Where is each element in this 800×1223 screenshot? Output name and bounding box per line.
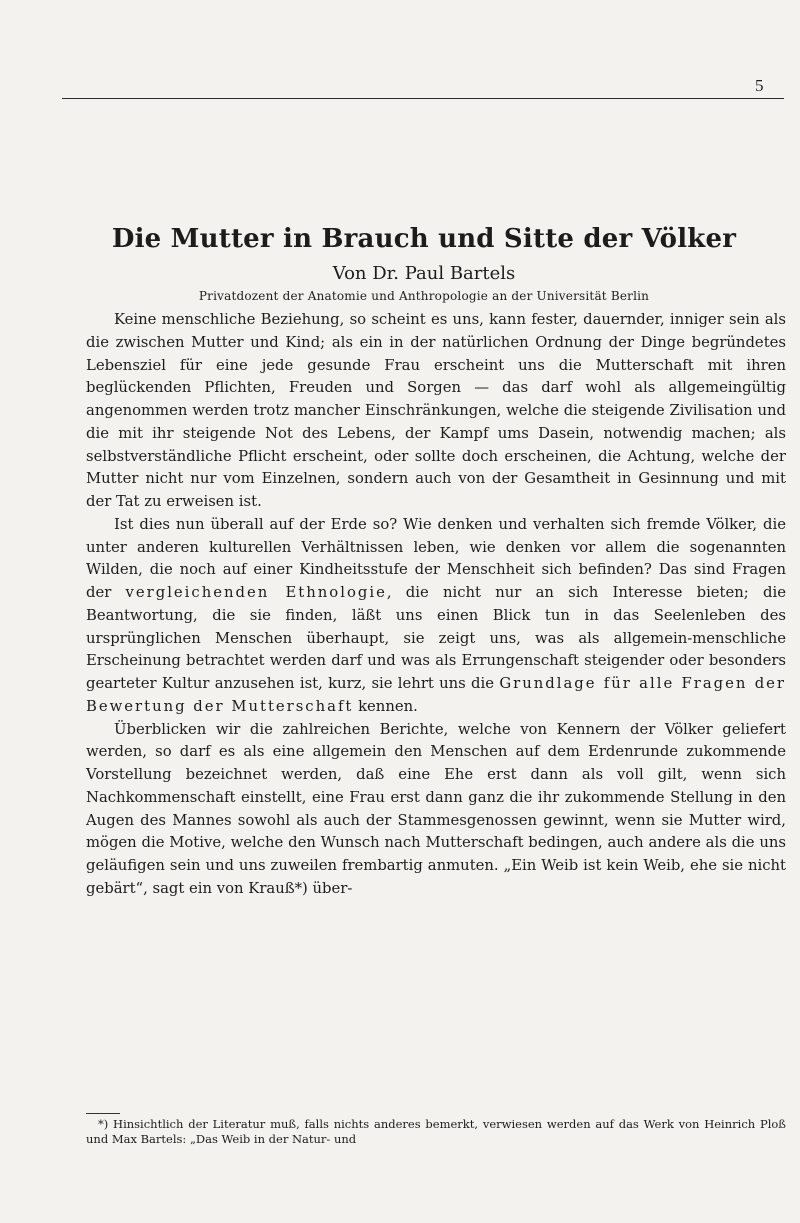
paragraph-2-text-c: kennen. [353,697,418,715]
emphasis-foundation: Grundlage für alle Fragen der Bewertung der Mutterschaft [86,675,786,715]
paragraph-2-text-a: Ist dies nun überall auf der Erde so? Wie denken und verhalten sich fremde Völker, die unter anderen kulturellen Verhältnissen leben, wie denken vor allem die sogenannten Wilden, die noch auf einer Kindheitsstufe der Menschheit sich befinden? Das sind Fragen der [86,515,786,601]
emphasis-ethnology: vergleichenden Ethnologie [125,584,387,601]
paragraph-2-text-b: , die nicht nur an sich Interesse bieten; die Beantwortung, die sie finden, läßt uns einen Blick tun in das Seelenleben des ursprünglichen Menschen überhaupt, sie zeigt uns, was als allgemein-menschliche Erscheinung betrachtet werden darf und was als Errungenschaft steigender oder besonders gearteter Kultur anzusehen ist, kurz, sie lehrt uns die [86,584,786,692]
author-affiliation: Privatdozent der Anatomie und Anthropologie an der Universität Berlin [198,289,650,303]
article-title: Die Mutter in Brauch und Sitte der Völker [111,224,737,254]
article-body [86,309,786,901]
paragraph-2 [86,514,786,719]
page-number: 5 [755,76,764,95]
paragraph-3: Überblicken wir die zahlreichen Berichte, welche von Kennern der Völker geliefert werden, so darf es als eine allgemein den Menschen auf dem Erdenrunde zukommende Vorstellung bezeichnet werden, daß eine Ehe erst dann als voll gilt, wenn sich Nachkommenschaft einstellt, eine Frau erst dann ganz die ihr zukommende Stellung in den Augen des Mannes sowohl als auch der Stammesgenossen gewinnt, wenn sie Mutter wird, mögen die Motive, welche den Wunsch nach Mutterschaft bedingen, auch andere als die uns geläufigen sein und uns zuweilen frembartig anmuten. „Ein Weib ist kein Weib, ehe sie nicht gebärt“, sagt ein von Krauß*) über- [86,720,786,897]
footnote: *) Hinsichtlich der Literatur muß, falls nichts anderes bemerkt, verwiesen werden auf das Werk von Heinrich Ploß und Max Bartels: „Das Weib in der Natur- und [86,1117,786,1146]
paragraph-1: Keine menschliche Beziehung, so scheint es uns, kann fester, dauernder, inniger sein als die zwischen Mutter und Kind; als ein in der natürlichen Ordnung der Dinge begründetes Lebensziel für eine jede gesunde Frau erscheint uns die Mutterschaft mit ihren beglückenden Pflichten, Freuden und Sorgen — das darf wohl als allgemeingültig angenommen werden trotz mancher Einschränkungen, welche die steigende Zivilisation und die mit ihr steigende Not des Lebens, der Kampf ums Dasein, notwendig machen; als selbstverständliche Pflicht erscheint, oder sollte doch erscheinen, die Achtung, welche der Mutter nicht nur vom Einzelnen, sondern auch von der Gesamtheit in Gesinnung und mit der Tat zu erweisen ist. [86,311,786,510]
article-author: Von Dr. Paul Bartels [332,263,516,284]
footnote-rule [86,1113,120,1114]
header-rule [62,98,784,99]
